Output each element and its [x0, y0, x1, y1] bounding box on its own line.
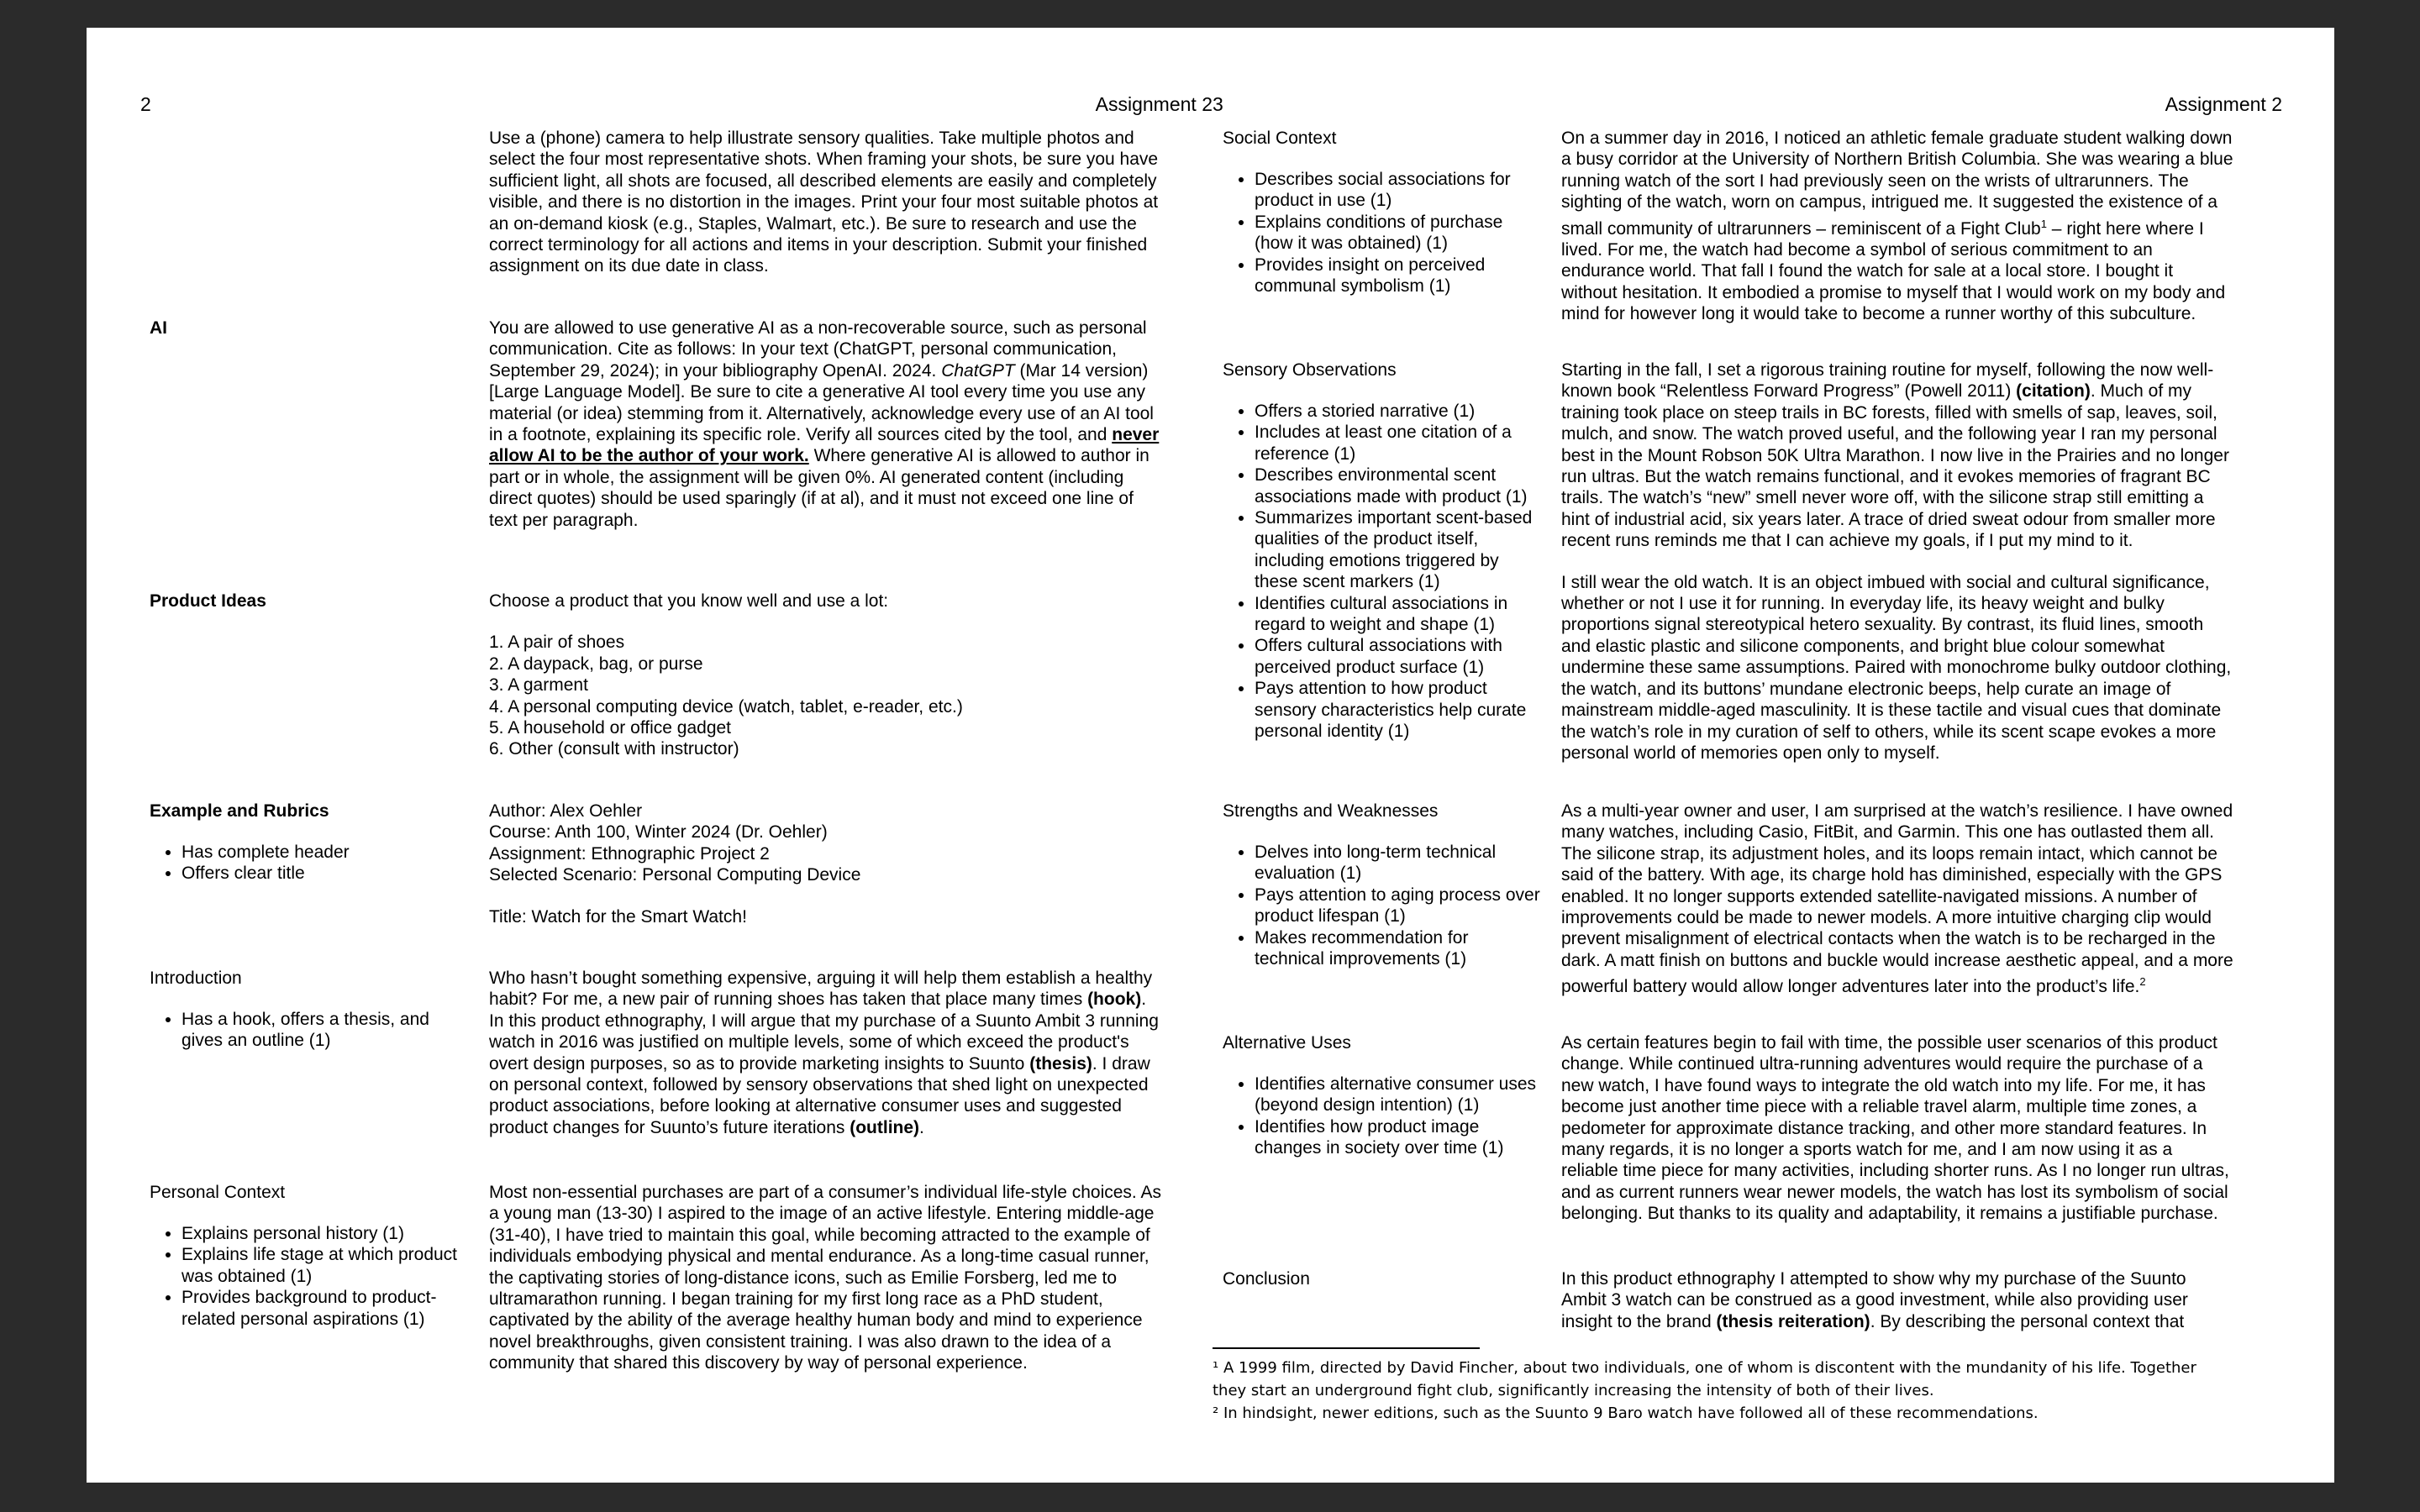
strengths-weaknesses-text: As a multi-year owner and user, I am surprised at the watch’s resilience. I have owned many watches, including Casio, FitBit, and Garmin. This one has outlasted them all. The silicone strap, its adjustment holes, and its loops remain intact, which cannot be said of the battery. With age, its charge hold has diminished, especially with the GPS enabled. It no longer supports extended satellite-navigated missions. A number of improvements could be made to newer models. A more intuitive charging clip would prevent misalignment of electrical contacts when the watch is to be recharged in the dark. A matt finish on buttons and buckle would increase aesthetic appeal, and a more powerful battery would allow longer adventures later into the product’s life.$^2$	[1561, 801, 2233, 997]
rubric-item: • Provides insight on perceived communal symbolism (1)	[1255, 255, 1542, 297]
footnote-2: ² In hindsight, newer editions, such as the Suunto 9 Baro watch have followed all of these recommendations.	[1213, 1404, 2039, 1422]
rubric-item: • Describes environmental scent associations made with product (1)	[1255, 465, 1546, 507]
rubric-item: • Offers clear title	[182, 863, 452, 884]
rubric-item: • Provides background to product-related personal aspirations (1)	[182, 1287, 460, 1330]
page-2	[87, 28, 1213, 1483]
introduction-label: Introduction • Has a hook, offers a thesis, and gives an outline (1)	[150, 968, 452, 1052]
rubric-item: • Explains conditions of purchase (how it was obtained) (1)	[1255, 212, 1542, 255]
example-header: Author: Alex Oehler Course: Anth 100, Winter 2024 (Dr. Oehler) Assignment: Ethnographic Project 2 Selected Scenario: Personal Computing Device Title: Watch for the Smart Watch!	[489, 801, 1161, 927]
rubric-item: • Pays attention to aging process over product lifespan (1)	[1255, 885, 1542, 927]
rubric-item: • Explains life stage at which product was obtained (1)	[182, 1244, 460, 1287]
personal-context-label: Personal Context • Explains personal history (1) • Explains life stage at which product was obtained (1) • Provides background to product-related personal aspirations (1)	[150, 1182, 460, 1330]
social-context-label: Social Context • Describes social associations for product in use (1) • Explains conditions of purchase (how it was obtained) (1) • Provides insight on perceived communal symbolism (1)	[1223, 128, 1542, 297]
rubric-item: • Offers cultural associations with perceived product surface (1)	[1255, 635, 1546, 678]
rubric-item: • Identifies cultural associations in regard to weight and shape (1)	[1255, 593, 1546, 636]
list-item: 1. A pair of shoes	[489, 633, 625, 653]
rubric-item: • Describes social associations for product in use (1)	[1255, 169, 1542, 212]
rubric-item: • Offers a storied narrative (1)	[1255, 401, 1546, 422]
product-ideas-label: Product Ideas	[150, 591, 266, 611]
rubric-item: • Makes recommendation for technical improvements (1)	[1255, 927, 1542, 970]
page-number: 3	[1213, 93, 1223, 115]
rubric-list	[150, 1009, 452, 1052]
list-item: 2. A daypack, bag, or purse	[489, 654, 703, 674]
running-head: Assignment 2	[2165, 93, 2282, 115]
sensory-observations-label: Sensory Observations • Offers a storied narrative (1) • Includes at least one citation of a reference (1) • Describes environmental scent associations made with product (1) • Summarizes important scent-based qualities of the product itself, including emotions triggered by these scent markers (1) • Identifies cultural associations in regard to weight and shape (1) • Offers cultural associations with perceived product surface (1) • Pays attention to how product sensory characteristics help curate personal identity (1)	[1223, 360, 1546, 743]
ai-section-label: AI	[150, 318, 167, 338]
conclusion-label: Conclusion	[1223, 1269, 1310, 1289]
rubric-item: • Summarizes important scent-based qualities of the product itself, including emotions triggered by these scent markers (1)	[1255, 507, 1546, 593]
sensory-observations-text: Starting in the fall, I set a rigorous training routine for myself, following the now well-known book “Relentless Forward Progress” (Powell 2011) (citation). Much of my training took place on steep trails in BC forests, filled with smells of sap, leaves, soil, mulch, and snow. The watch proved useful, and the following year I ran my personal best in the Mount Robson 50K Ultra Marathon. I now live in the Prairies and no longer run ultras. But the watch remains functional, and it evokes memories of fragrant BC trails. The watch’s “new” smell never wore off, with the silicone strap still emitting a hint of industrial acid, six years later. A trace of dried sweat odour from smaller more recent runs reminds me that I can achieve my goals, if I put my mind to it. I still wear the old watch. It is an object imbued with social and cultural significance, whether or not I use it for running. In everyday life, its heavy weight and bulky proportions signal stereotypical hetero sexuality. By contrast, its fluid lines, smooth and elastic plastic and silicone components, and bright blue colour somewhat undermine these same assumptions. Paired with monochrome bulky outdoor clothing, the watch, and its buttons’ mundane electronic beeps, help curate an image of mainstream middle-aged masculinity. It is these tactile and visual cues that dominate the watch’s role in my curation of self to others, while its scent scape evokes a more personal world of memories open only to myself.	[1561, 360, 2232, 763]
page-3	[1213, 28, 2334, 1483]
rubric-item: • Identifies how product image changes in society over time (1)	[1255, 1116, 1546, 1159]
rubric-item: • Explains personal history (1)	[182, 1223, 460, 1244]
alternative-uses-label: Alternative Uses • Identifies alternative consumer uses (beyond design intention) (1) • Identifies how product image changes in society over time (1)	[1223, 1032, 1546, 1159]
alternative-uses-text: As certain features begin to fail with time, the possible user scenarios of this product change. While continued ultra-running adventures would require the purchase of a new watch, I have found ways to integrate the old watch into my life. For me, it has become just another time piece with a reliable travel alarm, multiple time zones, a pedometer for approximate distance tracking, and other more standard features. In many regards, it is no longer a sports watch for me, and I am now using it as a reliable time piece for many activities, including shorter runs. As I no longer run ultras, and as current runners wear newer models, the watch has lost its symbolism of social belonging. But thanks to its quality and adaptability, it remains a justifiable purchase.	[1561, 1033, 2229, 1224]
ai-policy-text: You are allowed to use generative AI as a non-recoverable source, such as personal communication. Cite as follows: In your text (ChatGPT, personal communication, September 29, 2024); in your bibliography OpenAI. 2024. ChatGPT (Mar 14 version) [Large Language Model]. Be sure to cite a generative AI tool every time you use any material (or idea) stemming from it. Alternatively, acknowledge every use of an AI tool in a footnote, explaining its specific role. Verify all sources cited by the tool, and never allow AI to be the author of your work. Where generative AI is allowed to author in part or in whole, the assignment will be given 0%. AI generated content (including direct quotes) should be used sparingly (if at al), and it must not exceed one line of text per paragraph.	[489, 318, 1160, 530]
rubric-item: • Delves into long-term technical evaluation (1)	[1255, 842, 1542, 885]
product-ideas-list: Choose a product that you know well and use a lot: 1. A pair of shoes 2. A daypack, bag, or purse 3. A garment 4. A personal computing device (watch, tablet, e-reader, etc.) 5. A household or office gadget 6. Other (consult with instructor)	[489, 591, 1161, 760]
rubric-item: • Pays attention to how product sensory characteristics help curate personal identity (1)	[1255, 678, 1546, 742]
footnote-divider	[1213, 1347, 1480, 1349]
rubric-item: • Has complete header	[182, 842, 452, 863]
page-number: 2	[140, 93, 151, 115]
document-spread	[87, 28, 2334, 1483]
list-item: 3. A garment	[489, 675, 588, 696]
rubric-list	[1223, 1074, 1546, 1159]
list-item: 6. Other (consult with instructor)	[489, 739, 739, 759]
footnote-ref: 1	[2040, 217, 2047, 230]
personal-context-text: Most non-essential purchases are part of a consumer’s individual life-style choices. As a young man (13-30) I aspired to the image of an active lifestyle. Entering middle-age (31-40), I have tried to maintain this goal, while becoming attracted to the example of individuals embodying physical and mental endurance. As a long-time casual runner, the captivating stories of long-distance icons, such as Emilie Forsberg, led me to ultramarathon running. I began training for my first long race as a PhD student, captivated by the ability of the average healthy human body and mind to experience novel breakthroughs, given consistent training. I was also drawn to the idea of a community that shared this discovery by way of personal experience.	[489, 1183, 1161, 1373]
rubric-item: • Includes at least one citation of a reference (1)	[1255, 422, 1546, 465]
example-rubrics-label: Example and Rubrics • Has complete header • Offers clear title	[150, 801, 452, 885]
rubric-list	[1223, 842, 1542, 969]
list-item: 4. A personal computing device (watch, tablet, e-reader, etc.)	[489, 696, 963, 717]
introduction-text: Who hasn’t bought something expensive, arguing it will help them establish a healthy habit? For me, a new pair of running shoes has taken that place many times (hook). In this product ethnography, I will argue that my purchase of a Suunto Ambit 3 running watch in 2016 was justified on multiple levels, some of which exceed the product's overt design purposes, so as to provide marketing insights to Suunto (thesis). I draw on personal context, followed by sensory observations that shed light on unexpected product associations, before looking at alternative consumer uses and suggested product changes for Suunto’s future iterations (outline).	[489, 969, 1159, 1137]
intro-paragraph: Use a (phone) camera to help illustrate sensory qualities. Take multiple photos and select the four most representative shots. When framing your shots, be sure you have sufficient light, all shots are focused, all described elements are easily and completely visible, and there is no distortion in the images. Print your four most suitable photos at an on-demand kiosk (e.g., Staples, Walmart, etc.). Be sure to research and use the correct terminology for all actions and items in your description. Submit your finished assignment on its due date in class.	[489, 129, 1159, 276]
conclusion-text: In this product ethnography I attempted to show why my purchase of the Suunto Ambit 3 watch can be construed as a good investment, while also providing user insight to the brand (thesis reiteration). By describing the personal context that	[1561, 1269, 2188, 1331]
running-head: Assignment 2	[1095, 93, 1213, 115]
footnote-1: ¹ A 1999 film, directed by David Fincher, about two individuals, one of whom is discontent with the mundanity of his life. Together they start an underground fight club, significantly increasing the intensity of both of their lives.	[1213, 1359, 2196, 1399]
rubric-list	[150, 842, 452, 885]
rubric-list	[1223, 169, 1542, 297]
rubric-item: • Identifies alternative consumer uses (beyond design intention) (1)	[1255, 1074, 1546, 1116]
social-context-text: On a summer day in 2016, I noticed an athletic female graduate student walking down a busy corridor at the University of Northern British Columbia. She was wearing a blue running watch of the sort I had previously seen on the wrists of ultrarunners. The sighting of the watch, worn on campus, intrigued me. It suggested the existence of a small community of ultrarunners – reminiscent of a Fight Club$^1$ – right here where I lived. For me, the watch had become a symbol of serious commitment to an endurance world. That fall I found the watch for sale at a local store. I bought it without hesitation. It embodied a promise to myself that I would work on my body and mind for however long it would take to become a runner worthy of this subculture.	[1561, 129, 2233, 324]
rubric-item: • Has a hook, offers a thesis, and gives an outline (1)	[182, 1009, 452, 1052]
list-item: 5. A household or office gadget	[489, 718, 732, 738]
example-title: Title: Watch for the Smart Watch!	[489, 906, 747, 927]
ai-emphasis: never allow AI to be the author of your work.	[489, 425, 1160, 466]
footnote-ref: 2	[2139, 975, 2146, 989]
strengths-weaknesses-label: Strengths and Weaknesses • Delves into long-term technical evaluation (1) • Pays attention to aging process over product lifespan (1) • Makes recommendation for technical improvements (1)	[1223, 801, 1542, 969]
rubric-list	[1223, 401, 1546, 743]
rubric-list	[150, 1223, 460, 1330]
